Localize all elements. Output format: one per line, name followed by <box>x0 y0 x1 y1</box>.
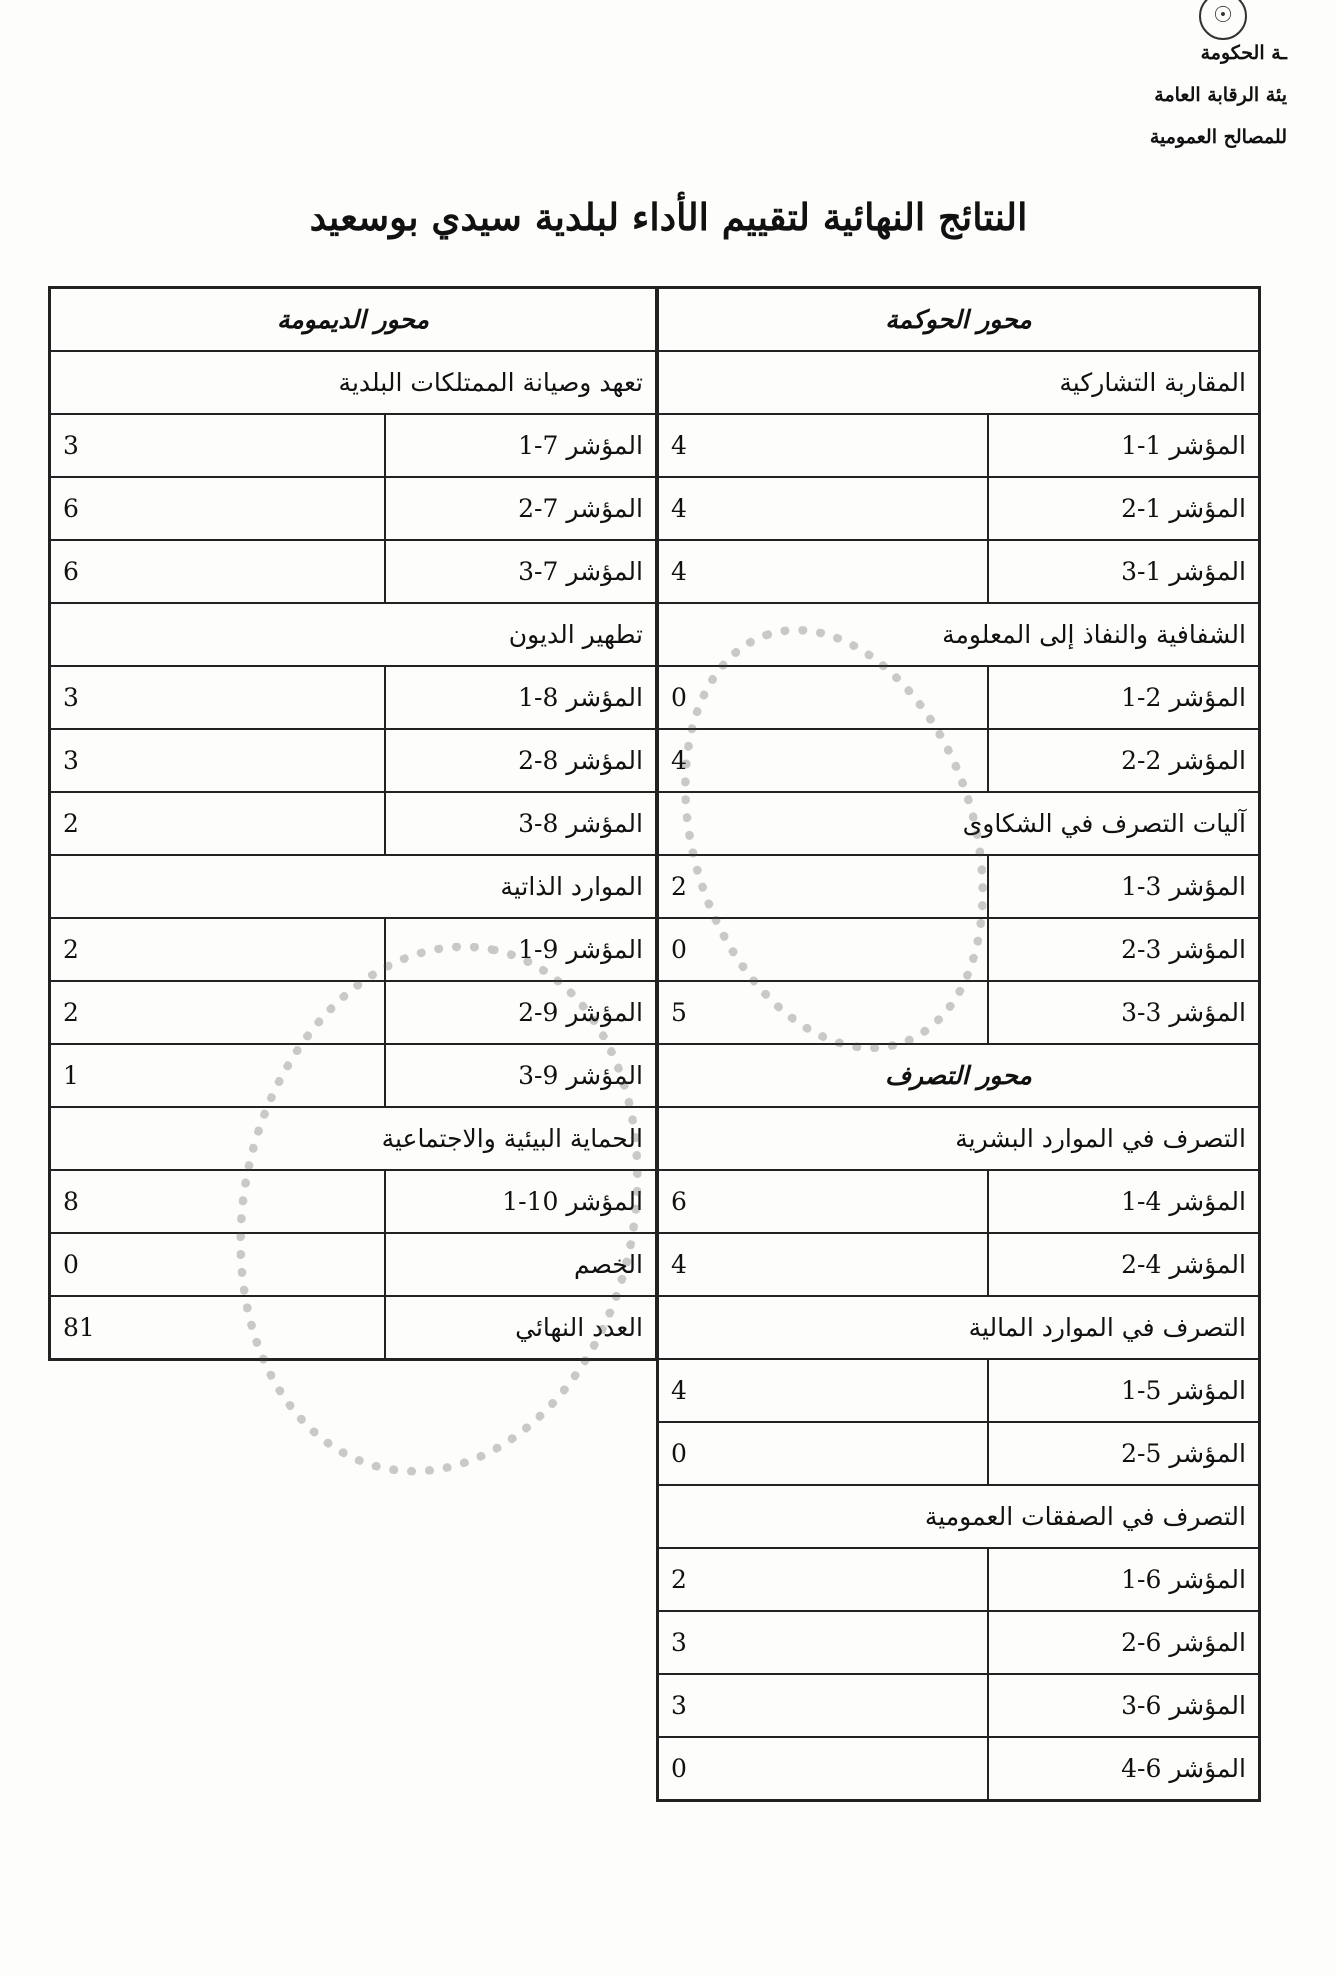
indicator-label: المؤشر 5-1 <box>988 1359 1260 1422</box>
section-own-resources: الموارد الذاتية <box>50 855 657 918</box>
table-row <box>658 477 1260 540</box>
table-row <box>658 918 1260 981</box>
deduction-value: 0 <box>50 1233 386 1296</box>
section-debt-clearance: تطهير الديون <box>50 603 657 666</box>
indicator-score: 4 <box>658 414 989 477</box>
indicator-score: 3 <box>50 666 386 729</box>
indicator-label: المؤشر 6-4 <box>988 1737 1260 1801</box>
indicator-label: المؤشر 6-2 <box>988 1611 1260 1674</box>
table-row <box>658 981 1260 1044</box>
indicator-label: المؤشر 7-2 <box>385 477 657 540</box>
table-row <box>50 981 657 1044</box>
indicator-label: المؤشر 8-3 <box>385 792 657 855</box>
page-title: النتائج النهائية لتقييم الأداء لبلدية سيدي بوسعيد <box>309 195 1028 239</box>
sustainability-table <box>48 286 658 1361</box>
indicator-label: المؤشر 2-1 <box>988 666 1260 729</box>
section-public-procurement: التصرف في الصفقات العمومية <box>658 1485 1260 1548</box>
governance-management-table <box>656 286 1261 1802</box>
indicator-score: 8 <box>50 1170 386 1233</box>
indicator-score: 3 <box>658 1674 989 1737</box>
letterhead-line-1: ـة الحكومة <box>1200 42 1287 64</box>
indicator-score: 4 <box>658 477 989 540</box>
deduction-label: الخصم <box>385 1233 657 1296</box>
indicator-score: 4 <box>658 540 989 603</box>
indicator-score: 1 <box>50 1044 386 1107</box>
table-row <box>658 540 1260 603</box>
section-complaints: آليات التصرف في الشكاوى <box>658 792 1260 855</box>
indicator-label: المؤشر 1-1 <box>988 414 1260 477</box>
table-row <box>658 414 1260 477</box>
section-participatory-approach: المقاربة التشاركية <box>658 351 1260 414</box>
indicator-label: المؤشر 4-2 <box>988 1233 1260 1296</box>
table-row <box>50 477 657 540</box>
indicator-score: 0 <box>658 666 989 729</box>
indicator-score: 4 <box>658 1233 989 1296</box>
table-row <box>658 1611 1260 1674</box>
indicator-label: المؤشر 8-2 <box>385 729 657 792</box>
indicator-label: المؤشر 7-3 <box>385 540 657 603</box>
section-transparency: الشفافية والنفاذ إلى المعلومة <box>658 603 1260 666</box>
indicator-score: 4 <box>658 729 989 792</box>
section-human-resources: التصرف في الموارد البشرية <box>658 1107 1260 1170</box>
indicator-score: 0 <box>658 1422 989 1485</box>
table-row <box>658 1233 1260 1296</box>
deduction-row <box>50 1233 657 1296</box>
indicator-score: 2 <box>658 1548 989 1611</box>
table-row <box>50 729 657 792</box>
table-row <box>658 1674 1260 1737</box>
indicator-label: المؤشر 2-2 <box>988 729 1260 792</box>
table-row <box>50 540 657 603</box>
indicator-score: 2 <box>50 981 386 1044</box>
table-row <box>658 1548 1260 1611</box>
indicator-label: المؤشر 1-3 <box>988 540 1260 603</box>
indicator-score: 4 <box>658 1359 989 1422</box>
table-row <box>50 918 657 981</box>
table-row <box>50 414 657 477</box>
section-environmental-social: الحماية البيئية والاجتماعية <box>50 1107 657 1170</box>
indicator-label: المؤشر 6-3 <box>988 1674 1260 1737</box>
table-row <box>658 1359 1260 1422</box>
indicator-score: 6 <box>50 540 386 603</box>
indicator-score: 3 <box>50 414 386 477</box>
letterhead-line-3: للمصالح العمومية <box>1149 126 1287 148</box>
letterhead <box>1067 0 1287 170</box>
section-financial-resources: التصرف في الموارد المالية <box>658 1296 1260 1359</box>
table-row <box>50 792 657 855</box>
indicator-score: 6 <box>50 477 386 540</box>
final-score-row <box>50 1296 657 1360</box>
table-row <box>658 855 1260 918</box>
table-row <box>50 1044 657 1107</box>
indicator-label: المؤشر 1-2 <box>988 477 1260 540</box>
letterhead-line-2: يئة الرقابة العامة <box>1154 84 1287 106</box>
indicator-label: المؤشر 9-3 <box>385 1044 657 1107</box>
table-row <box>50 1170 657 1233</box>
emblem-icon: ☉ <box>1199 0 1247 40</box>
indicator-label: المؤشر 3-3 <box>988 981 1260 1044</box>
indicator-label: المؤشر 9-2 <box>385 981 657 1044</box>
indicator-label: المؤشر 3-1 <box>988 855 1260 918</box>
indicator-label: المؤشر 4-1 <box>988 1170 1260 1233</box>
table-row <box>658 1170 1260 1233</box>
indicator-score: 3 <box>658 1611 989 1674</box>
indicator-label: المؤشر 5-2 <box>988 1422 1260 1485</box>
indicator-label: المؤشر 7-1 <box>385 414 657 477</box>
sustainability-axis-header: محور الديمومة <box>50 288 657 352</box>
indicator-score: 3 <box>50 729 386 792</box>
indicator-score: 5 <box>658 981 989 1044</box>
indicator-label: المؤشر 3-2 <box>988 918 1260 981</box>
indicator-score: 0 <box>658 1737 989 1801</box>
indicator-score: 6 <box>658 1170 989 1233</box>
indicator-score: 0 <box>658 918 989 981</box>
table-row <box>658 1737 1260 1801</box>
indicator-score: 2 <box>50 792 386 855</box>
indicator-label: المؤشر 8-1 <box>385 666 657 729</box>
final-score-value: 81 <box>50 1296 386 1360</box>
table-row <box>658 666 1260 729</box>
indicator-score: 2 <box>50 918 386 981</box>
management-axis-header: محور التصرف <box>658 1044 1260 1107</box>
final-score-label: العدد النهائي <box>385 1296 657 1360</box>
table-row <box>658 1422 1260 1485</box>
table-row <box>50 666 657 729</box>
table-row <box>658 729 1260 792</box>
indicator-label: المؤشر 6-1 <box>988 1548 1260 1611</box>
governance-axis-header: محور الحوكمة <box>658 288 1260 352</box>
indicator-label: المؤشر 9-1 <box>385 918 657 981</box>
section-property-maintenance: تعهد وصيانة الممتلكات البلدية <box>50 351 657 414</box>
indicator-label: المؤشر 10-1 <box>385 1170 657 1233</box>
indicator-score: 2 <box>658 855 989 918</box>
